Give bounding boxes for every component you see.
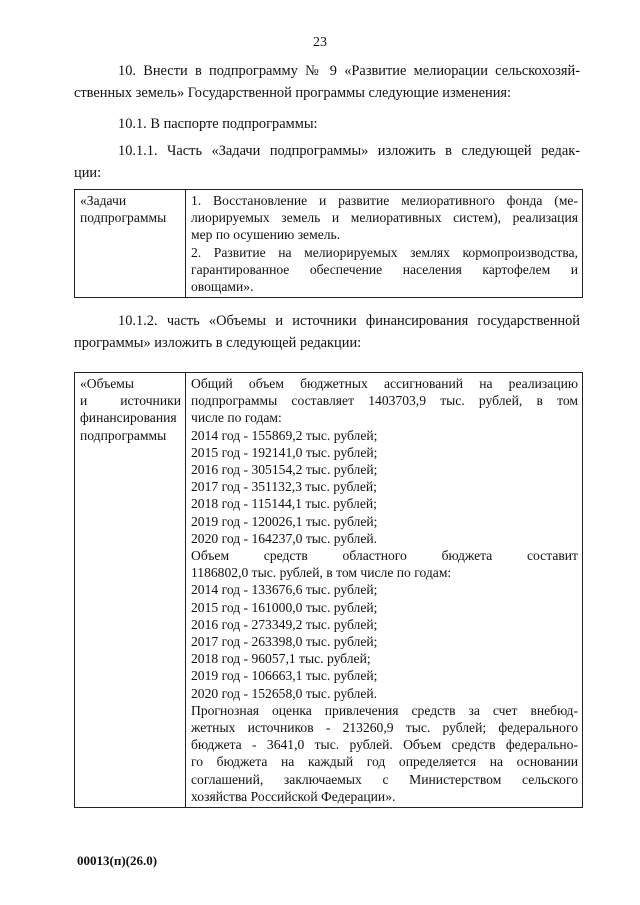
paragraph-10-1-text: 10.1. В паспорте подпрограммы:: [118, 116, 318, 132]
paragraph-10-1-1-line-2: ции:: [74, 165, 102, 181]
funding-content-line: Общий объем бюджетных ассигнований на реализацию: [191, 376, 578, 391]
funding-content-line: 2017 год - 351132,3 тыс. рублей;: [191, 479, 377, 495]
tasks-table: [74, 189, 583, 298]
paragraph-10-1-1-line-1: 10.1.1. Часть «Задачи подпрограммы» изложить в следующей редак-: [118, 143, 580, 159]
funding-content-line: 1186802,0 тыс. рублей, в том числе по годам:: [191, 565, 452, 581]
funding-label-cell: [75, 373, 186, 808]
tasks-label-line: подпрограммы: [80, 210, 167, 226]
funding-content-line: 2016 год - 273349,2 тыс. рублей;: [191, 616, 378, 632]
paragraph-10-line-1: 10. Внести в подпрограмму № 9 «Развитие мелиорации сельскохозяй-: [118, 63, 580, 79]
paragraph-10-1-2-line-2: программы» изложить в следующей редакции:: [74, 335, 362, 351]
funding-content-line: хозяйства Российской Федерации».: [191, 788, 396, 804]
funding-content-line: 2014 год - 155869,2 тыс. рублей;: [191, 427, 378, 443]
funding-content-line: 2018 год - 115144,1 тыс. рублей;: [191, 496, 377, 512]
funding-table-row: [75, 373, 583, 808]
funding-label-line: и источники: [80, 393, 181, 409]
tasks-content-cell: [186, 190, 583, 298]
funding-content-line: числе по годам:: [191, 410, 282, 426]
funding-content-line: соглашений, заключаемых с Министерством сельского: [191, 771, 578, 787]
funding-content-line: подпрограммы составляет 1403703,9 тыс. рублей, в том: [191, 393, 578, 409]
funding-table: [74, 372, 583, 808]
funding-content-line: 2015 год - 161000,0 тыс. рублей;: [191, 599, 378, 615]
tasks-content-line: овощами».: [191, 279, 254, 295]
tasks-content-line: 2. Развитие на мелиорируемых землях кормопроизводства,: [191, 244, 578, 260]
paragraph-10-line-2: ственных земель» Государственной программы следующие изменения:: [74, 85, 512, 101]
funding-content-line: 2020 год - 152658,0 тыс. рублей.: [191, 685, 378, 701]
funding-content-line: жетных источников - 213260,9 тыс. рублей; федерального: [191, 720, 578, 736]
tasks-label-cell: [75, 190, 186, 298]
tasks-content-line: 1. Восстановление и развитие мелиоративного фонда (ме-: [191, 193, 578, 208]
funding-content-line: го бюджета на каждый год определяется на основании: [191, 754, 578, 770]
paragraph-10-1-1: [74, 140, 580, 184]
funding-content-line: 2015 год - 192141,0 тыс. рублей;: [191, 444, 378, 460]
paragraph-10-1-2: [74, 310, 580, 354]
funding-content-line: 2016 год - 305154,2 тыс. рублей;: [191, 462, 378, 478]
funding-label-line: подпрограммы: [80, 427, 167, 443]
document-code: 00013(п)(26.0): [77, 853, 158, 868]
funding-content-line: 2014 год - 133676,6 тыс. рублей;: [191, 582, 378, 598]
page-number: 23: [313, 35, 327, 50]
tasks-content-line: гарантированное обеспечение населения картофелем и: [191, 261, 578, 277]
tasks-label-line: «Задачи: [80, 193, 127, 208]
paragraph-10: [74, 60, 580, 104]
funding-content-line: Прогнозная оценка привлечения средств за счет внебюд-: [191, 702, 578, 718]
tasks-content-line: мер по осушению земель.: [191, 227, 341, 243]
paragraph-10-1-2-line-1: 10.1.2. часть «Объемы и источники финансирования государственной: [118, 313, 580, 329]
paragraph-10-1: [74, 113, 580, 135]
tasks-table-row: [75, 190, 583, 298]
funding-content-line: 2019 год - 106663,1 тыс. рублей;: [191, 668, 378, 684]
funding-label-line: финансирования: [80, 410, 177, 426]
funding-content-line: 2017 год - 263398,0 тыс. рублей;: [191, 634, 378, 650]
funding-content-line: 2018 год - 96057,1 тыс. рублей;: [191, 651, 371, 667]
funding-content-line: 2019 год - 120026,1 тыс. рублей;: [191, 513, 378, 529]
funding-content-line: бюджета - 3641,0 тыс. рублей. Объем средств федерально-: [191, 737, 578, 753]
funding-content-cell: [186, 373, 583, 808]
funding-label-line: «Объемы: [80, 376, 134, 391]
tasks-content-line: лиорируемых земель и мелиоративных систем), реализация: [191, 210, 578, 226]
funding-content-line: Объем средств областного бюджета составит: [191, 548, 578, 564]
funding-content-line: 2020 год - 164237,0 тыс. рублей.: [191, 530, 378, 546]
